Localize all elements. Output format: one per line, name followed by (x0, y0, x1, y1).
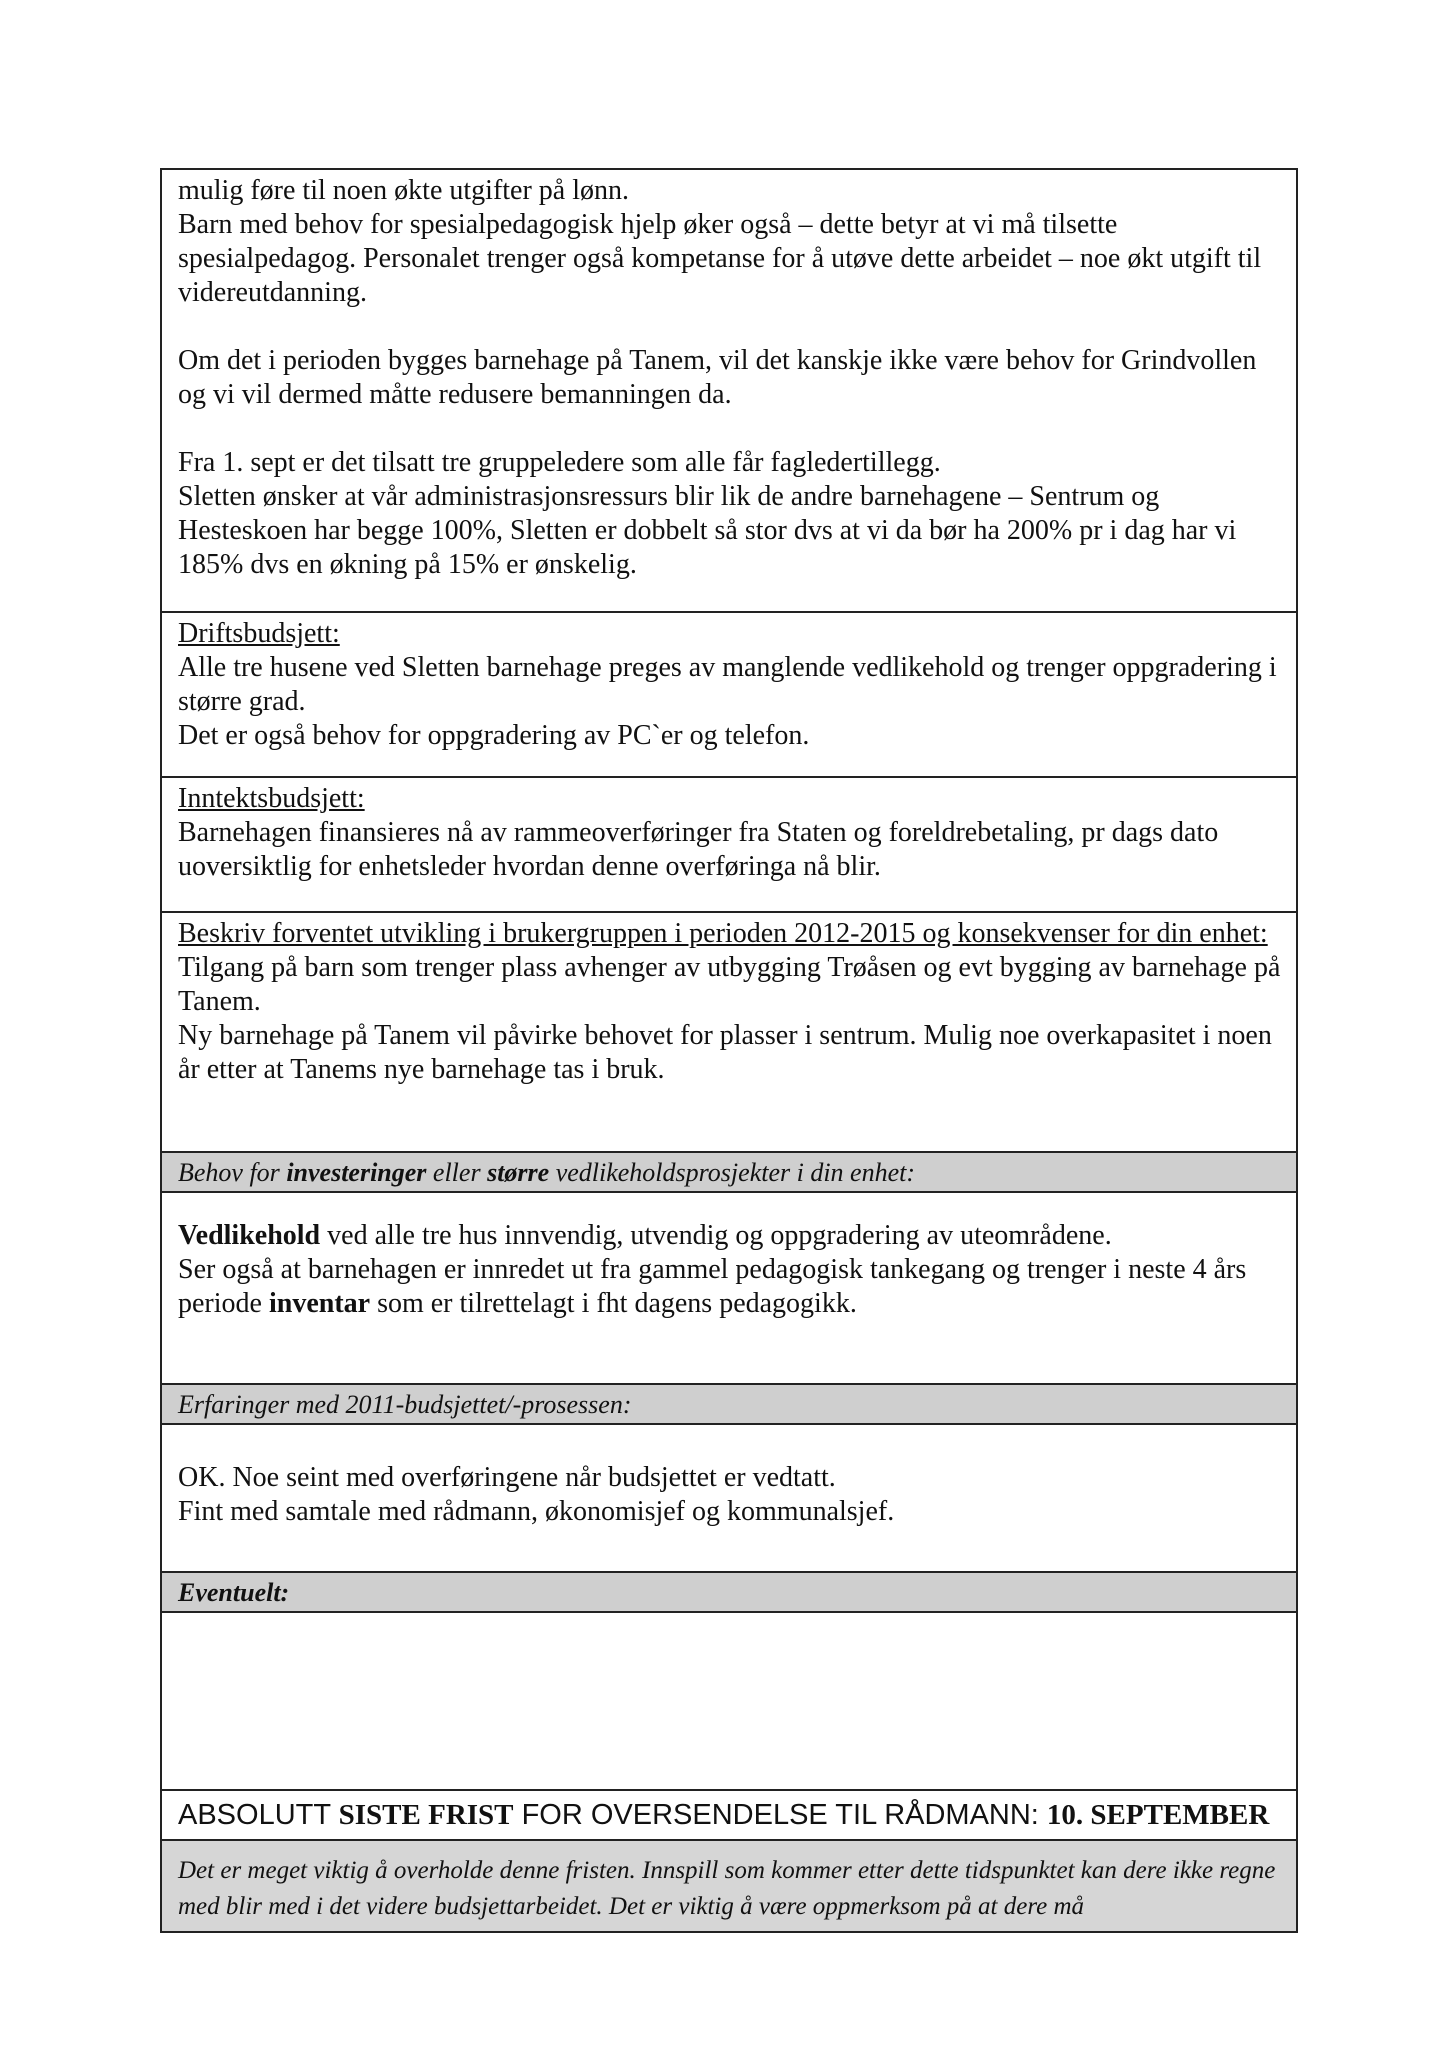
paragraph: Ny barnehage på Tanem vil påvirke behovet for plasser i sentrum. Mulig noe overkapasitet i noen år etter at Tanems nye barnehage tas i bruk. (178, 1020, 1272, 1085)
heading-text: Behov for (178, 1158, 287, 1187)
heading-text: vedlikeholdsprosjekter i din enhet: (549, 1158, 916, 1187)
section-eventuelt (162, 1613, 1296, 1791)
deadline-text-bold: SISTE FRIST (338, 1799, 514, 1831)
section-heading: Driftsbudsjett: (178, 618, 340, 649)
paragraph: Barnehagen finansieres nå av rammeoverføringer fra Staten og foreldrebetaling, pr dags dato uoversiktlig for enhetsleder hvordan denne overføringa nå blir. (178, 817, 1219, 882)
deadline-text: ABSOLUTT (178, 1799, 339, 1831)
deadline-text: FOR OVERSENDELSE TIL RÅDMANN: (513, 1799, 1047, 1831)
deadline-banner (162, 1791, 1296, 1841)
paragraph: OK. Noe seint med overføringene når budsjettet er vedtatt. (178, 1462, 836, 1493)
deadline-note (162, 1841, 1296, 1931)
section-personnel (162, 170, 1296, 613)
paragraph: Fint med samtale med rådmann, økonomisjef og kommunalsjef. (178, 1496, 895, 1527)
section-utvikling (162, 913, 1296, 1153)
paragraph: mulig føre til noen økte utgifter på lønn. (178, 175, 630, 206)
heading-text: Erfaringer med 2011-budsjettet/-prosessen: (178, 1390, 632, 1419)
section-heading-eventuelt (162, 1573, 1296, 1613)
heading-text-bold: investeringer (286, 1158, 427, 1187)
paragraph: Om det i perioden bygges barnehage på Tanem, vil det kanskje ikke være behov for Grindvollen og vi vil dermed måtte redusere bemanningen da. (178, 345, 1257, 410)
budget-form (160, 168, 1298, 1933)
paragraph-text: Ser også at barnehagen er innredet ut fra gammel pedagogisk tankegang og trenger i neste 4 års periode (178, 1254, 1247, 1319)
heading-text-bold: større (487, 1158, 550, 1187)
paragraph: Barn med behov for spesialpedagogisk hjelp øker også – dette betyr at vi må tilsette spesialpedagog. Personalet trenger også kompetanse for å utøve dette arbeidet – noe økt utgift til videreutdanning. (178, 209, 1262, 308)
section-inntektsbudsjett (162, 778, 1296, 913)
emphasis: inventar (268, 1288, 371, 1319)
paragraph-text: som er tilrettelagt i fht dagens pedagogikk. (370, 1288, 857, 1319)
note-text: Det er meget viktig å overholde denne fristen. Innspill som kommer etter dette tidspunktet kan dere ikke regne med blir med i det videre budsjettarbeidet. Det er viktig å være oppmerksom på at dere må (178, 1857, 1276, 1920)
heading-text: eller (426, 1158, 488, 1187)
section-heading-investeringer (162, 1153, 1296, 1193)
paragraph: Det er også behov for oppgradering av PC`er og telefon. (178, 720, 810, 751)
section-heading: Beskriv forventet utvikling i brukergruppen i perioden 2012-2015 og konsekvenser for din enhet: (178, 918, 1268, 949)
section-erfaringer (162, 1425, 1296, 1573)
emphasis: Vedlikehold (178, 1220, 321, 1251)
section-investeringer (162, 1193, 1296, 1385)
paragraph: Alle tre husene ved Sletten barnehage preges av manglende vedlikehold og trenger oppgradering i større grad. (178, 652, 1277, 717)
paragraph: Tilgang på barn som trenger plass avhenger av utbygging Trøåsen og evt bygging av barnehage på Tanem. (178, 952, 1281, 1017)
section-heading-erfaringer (162, 1385, 1296, 1425)
section-heading: Inntektsbudsjett: (178, 783, 365, 814)
paragraph: Sletten ønsker at vår administrasjonsressurs blir lik de andre barnehagene – Sentrum og Hesteskoen har begge 100%, Sletten er dobbelt så stor dvs at vi da bør ha 200% pr i dag har vi 185% dvs en økning på 15% er ønskelig. (178, 481, 1237, 580)
section-driftsbudsjett (162, 613, 1296, 778)
deadline-date: 10. SEPTEMBER (1046, 1799, 1270, 1831)
heading-text: Eventuelt: (178, 1578, 290, 1607)
paragraph-text: ved alle tre hus innvendig, utvendig og oppgradering av uteområdene. (320, 1220, 1112, 1251)
paragraph: Fra 1. sept er det tilsatt tre gruppeledere som alle får fagledertillegg. (178, 447, 941, 478)
